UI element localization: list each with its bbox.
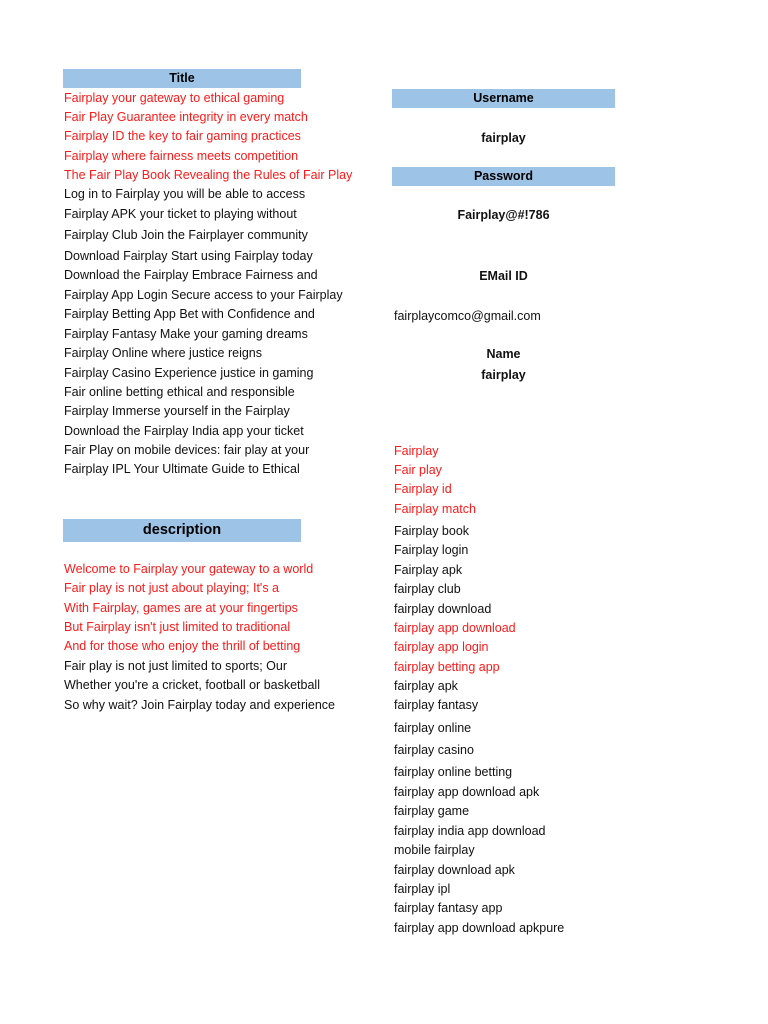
- title-row: Fair Play Guarantee integrity in every match: [64, 110, 308, 124]
- keyword-list: [394, 442, 694, 942]
- keyword-row: fairplay app download apkpure: [394, 921, 565, 935]
- username-header: Username: [392, 89, 615, 108]
- keyword-row: fairplay app download apk: [394, 785, 540, 799]
- title-row: Download the Fairplay Embrace Fairness and: [64, 268, 318, 282]
- keyword-row: mobile fairplay: [394, 843, 475, 857]
- description-list: [64, 560, 335, 720]
- title-row: Fair online betting ethical and responsible: [64, 385, 295, 399]
- title-row: Fairplay Club Join the Fairplayer community: [64, 228, 308, 242]
- name-value: fairplay: [481, 368, 526, 382]
- keyword-row: fairplay download: [394, 602, 492, 616]
- keyword-row: fairplay ipl: [394, 882, 451, 896]
- keyword-row: fairplay app login: [394, 640, 489, 654]
- title-row: Download Fairplay Start using Fairplay today: [64, 249, 313, 263]
- keyword-row: Fairplay id: [394, 482, 452, 496]
- keyword-row: fairplay game: [394, 804, 470, 818]
- keyword-row: fairplay betting app: [394, 660, 500, 674]
- keyword-row: Fairplay match: [394, 502, 476, 516]
- title-row: Fairplay APK your ticket to playing without: [64, 207, 297, 221]
- description-column-header: description: [63, 519, 301, 542]
- title-row: Fairplay Betting App Bet with Confidence and: [64, 307, 315, 321]
- description-row: And for those who enjoy the thrill of betting: [64, 639, 301, 653]
- description-row: Fair play is not just limited to sports; Our: [64, 659, 287, 673]
- keyword-row: fairplay india app download: [394, 824, 546, 838]
- keyword-row: fairplay fantasy app: [394, 901, 503, 915]
- keyword-row: Fairplay apk: [394, 563, 463, 577]
- email-label: EMail ID: [479, 269, 528, 283]
- description-row: With Fairplay, games are at your fingertips: [64, 601, 298, 615]
- title-row: Fairplay IPL Your Ultimate Guide to Ethical: [64, 462, 300, 476]
- keyword-row: fairplay apk: [394, 679, 458, 693]
- title-row: Fairplay your gateway to ethical gaming: [64, 91, 285, 105]
- keyword-row: Fairplay login: [394, 543, 469, 557]
- title-row: Download the Fairplay India app your ticket: [64, 424, 304, 438]
- description-row: Fair play is not just about playing; It's a: [64, 581, 279, 595]
- name-label: Name: [486, 347, 521, 361]
- description-row: Whether you're a cricket, football or basketball: [64, 678, 320, 692]
- description-row: Welcome to Fairplay your gateway to a world: [64, 562, 314, 576]
- title-row: The Fair Play Book Revealing the Rules of Fair Play: [64, 168, 353, 182]
- title-row: Fairplay App Login Secure access to your Fairplay: [64, 288, 343, 302]
- title-row: Fairplay Immerse yourself in the Fairplay: [64, 404, 290, 418]
- keyword-row: fairplay download apk: [394, 863, 515, 877]
- email-value: fairplaycomco@gmail.com: [394, 309, 541, 323]
- password-value: Fairplay@#!786: [457, 208, 550, 222]
- title-list: [64, 89, 353, 481]
- keyword-row: fairplay online: [394, 721, 472, 735]
- description-row: So why wait? Join Fairplay today and experience: [64, 698, 335, 712]
- keyword-row: fairplay fantasy: [394, 698, 479, 712]
- description-row: But Fairplay isn't just limited to traditional: [64, 620, 291, 634]
- password-header: Password: [392, 167, 615, 186]
- username-value: fairplay: [481, 131, 526, 145]
- keyword-row: fairplay club: [394, 582, 461, 596]
- title-row: Fair Play on mobile devices: fair play at your: [64, 443, 310, 457]
- keyword-row: fairplay app download: [394, 621, 516, 635]
- keyword-row: Fairplay: [394, 444, 439, 458]
- keyword-row: Fair play: [394, 463, 442, 477]
- title-row: Fairplay Online where justice reigns: [64, 346, 263, 360]
- title-row: Fairplay ID the key to fair gaming practices: [64, 129, 301, 143]
- keyword-row: fairplay online betting: [394, 765, 513, 779]
- title-row: Fairplay Casino Experience justice in gaming: [64, 366, 314, 380]
- keyword-row: Fairplay book: [394, 524, 470, 538]
- title-row: Log in to Fairplay you will be able to access: [64, 187, 306, 201]
- keyword-row: fairplay casino: [394, 743, 474, 757]
- title-column-header: Title: [63, 69, 301, 88]
- title-row: Fairplay where fairness meets competition: [64, 149, 299, 163]
- title-row: Fairplay Fantasy Make your gaming dreams: [64, 327, 308, 341]
